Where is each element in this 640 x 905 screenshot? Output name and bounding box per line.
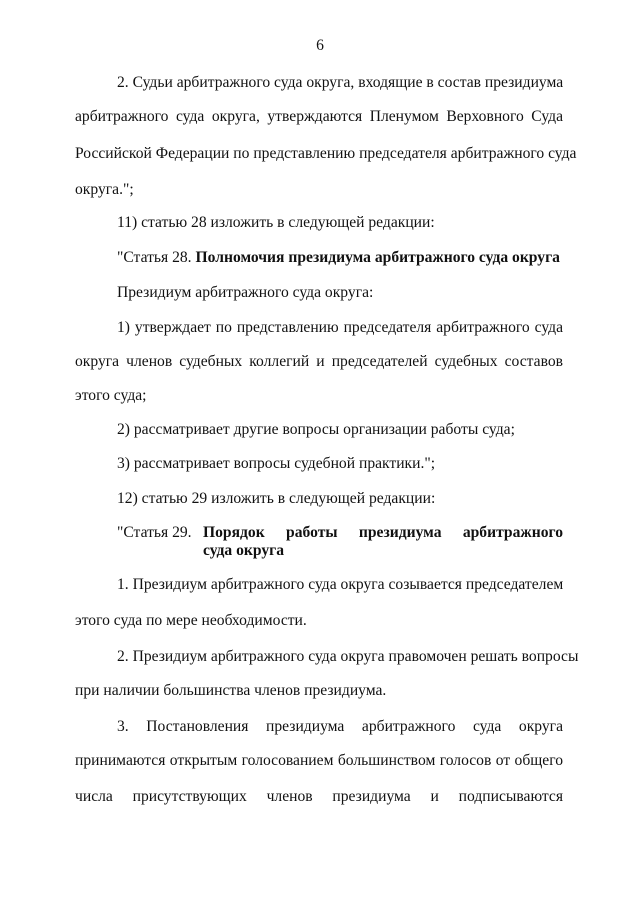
paragraph-line: Российской Федерации по представлению председателя арбитражного суда — [75, 145, 577, 162]
paragraph-line: 3. Постановления президиума арбитражного суда округа — [117, 718, 563, 735]
article-label: "Статья 29. — [117, 524, 192, 541]
page-number: 6 — [316, 37, 324, 54]
paragraph-line: этого суда; — [75, 387, 147, 404]
paragraph-line: округа членов судебных коллегий и председателей судебных составов — [75, 353, 563, 370]
paragraph-line: числа присутствующих членов президиума и подписываются — [75, 788, 563, 805]
paragraph-line: округа."; — [75, 181, 134, 198]
article-title-line: Порядок работы президиума арбитражного — [203, 524, 563, 541]
article-28-heading — [117, 249, 563, 267]
paragraph-line: 11) статью 28 изложить в следующей редакции: — [117, 214, 435, 231]
article-label: "Статья 28. — [117, 249, 196, 266]
paragraph-line: этого суда по мере необходимости. — [75, 612, 307, 629]
paragraph-line: при наличии большинства членов президиума. — [75, 682, 387, 699]
paragraph-line: 1) утверждает по представлению председателя арбитражного суда — [117, 319, 563, 336]
paragraph-line: Президиум арбитражного суда округа: — [117, 284, 374, 301]
paragraph-line: 2. Судьи арбитражного суда округа, входящие в состав президиума — [117, 74, 564, 91]
paragraph-line: 12) статью 29 изложить в следующей редакции: — [117, 490, 436, 507]
paragraph-line: 1. Президиум арбитражного суда округа созывается председателем — [117, 576, 564, 593]
article-title: Полномочия президиума арбитражного суда округа — [195, 249, 560, 266]
paragraph-line: 2) рассматривает другие вопросы организации работы суда; — [117, 421, 515, 438]
paragraph-line: принимаются открытым голосованием большинством голосов от общего — [75, 752, 563, 769]
paragraph-line: арбитражного суда округа, утверждаются Пленумом Верховного Суда — [75, 108, 563, 125]
article-title-line: суда округа — [203, 542, 285, 559]
paragraph-line: 3) рассматривает вопросы судебной практики."; — [117, 455, 436, 472]
paragraph-line: 2. Президиум арбитражного суда округа правомочен решать вопросы — [117, 648, 579, 665]
article-title — [203, 524, 563, 560]
